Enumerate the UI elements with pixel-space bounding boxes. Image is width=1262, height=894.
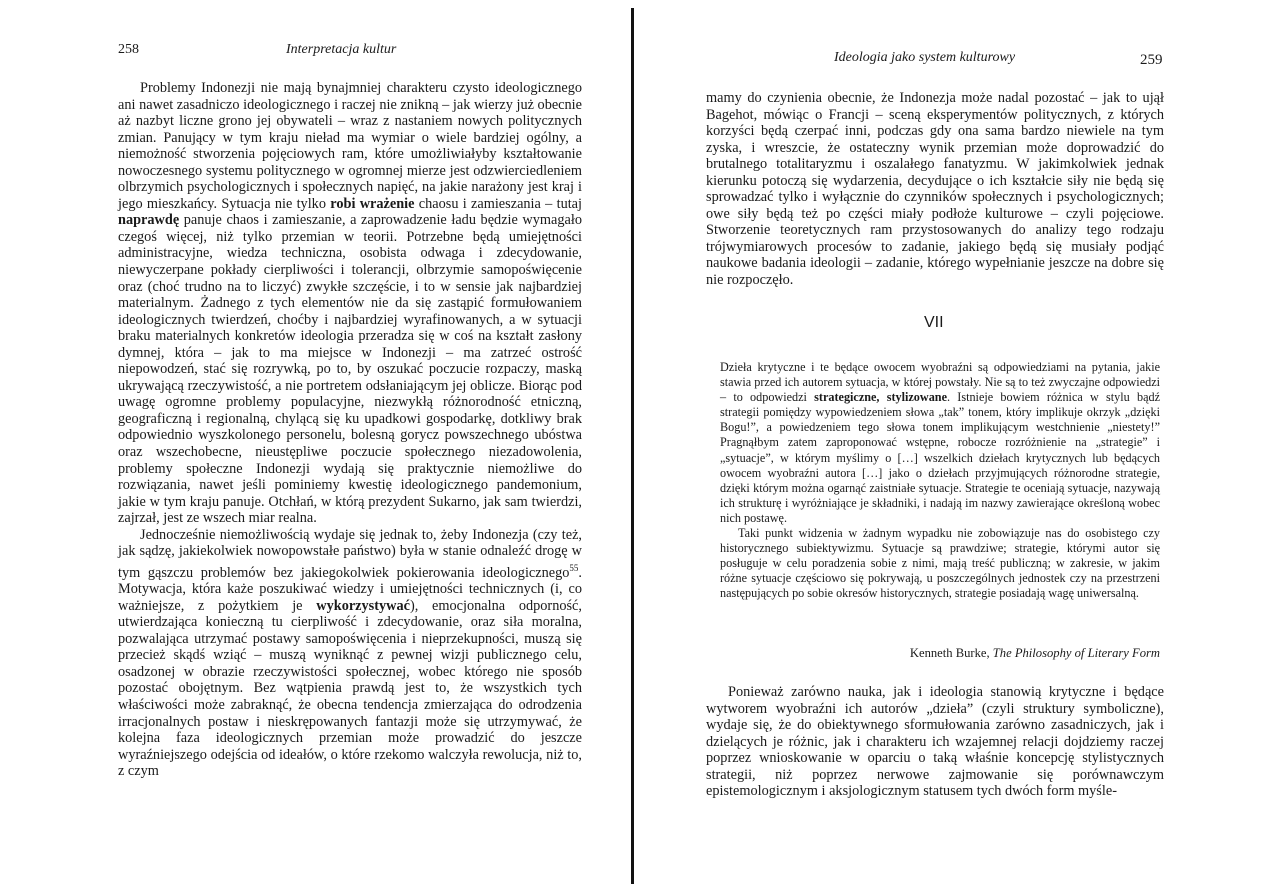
epigraph-attribution: Kenneth Burke, The Philosophy of Literary Form: [909, 646, 1160, 660]
paragraph: mamy do czynienia obecnie, że Indonezja może nadal pozostać – jak to ujął Bagehot, mówiąc o Francji – sceną eksperymentów politycznych, z których korzyści będą czerpać inni, podczas gdy ona sama bardzo niewiele na tym zyska, i wreszcie, że ostateczny wynik przemian może doprowadzić do brutalnego totalitaryzmu i oszalałego fanatyzmu. W jakimkolwiek jednak kierunku potoczą się wydarzenia, decydujące o ich kształcie siły nie będą się sprowadzać tylko i wyłącznie do czynników społecznych i psychologicznych; owe siły będą też po części miały podłoże kulturowe – czyli pojęciowe. Stworzenie teoretycznych ram przystosowanych do analizy tego rodzaju trójwymiarowych procesów to zadanie, jakiego będą się musiały podjąć naukowe badania ideologii – zadanie, którego wypełnianie jeszcze na dobre się nie rozpoczęło.: [706, 90, 1164, 289]
right-top-text: [706, 90, 1164, 289]
page-number: 258: [118, 42, 139, 57]
paragraph: Ponieważ zarówno nauka, jak i ideologia stanowią krytyczne i będące wytworem wyobraźni ich autorów „dzieła” (czyli struktury symboliczne), wydaje się, że do obiektywnego sformułowania zarówno zasadniczych, jak i dzielących je różnic, jak i charakteru ich wzajemnej relacji dojdziemy raczej poprzez wnioskowanie w oparciu o taką właśnie koncepcję stylistycznych strategii, niż poprzez nerwowe zajmowanie się porównawczym epistemologicznym i aksjologicznym statusem tych dwóch form myśle-: [706, 684, 1164, 800]
section-number: VII: [924, 314, 944, 331]
left-page: [0, 0, 630, 894]
paragraph: Jednocześnie niemożliwością wydaje się jednak to, żeby Indonezja (czy też, jak sądzę, jakiekolwiek nowopowstałe państwo) była w stanie odnaleźć drogę w tym gąszczu problemów bez jakiegokolwiek pokierowania ideologicznego$^{55}$. Motywacja, która każe poszukiwać wiedzy i umiejętności technicznych (i, co ważniejsze, z pożytkiem je wykorzystywać), emocjonalna odporność, utwierdzająca konieczną tu cierpliwość i zdecydowanie, oraz siła moralna, pozwalająca utrzymać postawy samopoświęcenia i nieprzekupności, muszą się przecież skądś wziąć – muszą wyniknąć z pewnej wizji publicznego celu, osadzonej w obrazie rzeczywistości społecznej, wobec którego nie sposób pozostać obojętnym. Bez wątpienia prawdą jest to, że wszystkich tych właściwości może zabraknąć, że obecna tendencja zmierzająca do odrodzenia irracjonalnych postaw i nieskrępowanych fantazji może się utrzymywać, że kolejna faza ideologicznych przemian może prowadzić do jeszcze wyraźniejszego odejścia od ideałów, o które rzekomo walczyła rewolucja, niż to, z czym: [118, 526, 582, 780]
epigraph-paragraph: Taki punkt widzenia w żadnym wypadku nie zobowiązuje nas do osobistego czy historycznego subiektywizmu. Sytuacje są prawdziwe; strategie, którymi autor się posługuje w celu poradzenia sobie z nimi, mają treść publiczną; w zakresie, w jakim różne sytuacje częściowo się pokrywają, u poszczególnych jednostek czy na przestrzeni następujących po sobie okresów historycznych, strategie posiadają wagę uniwersalną.: [720, 526, 1160, 601]
epigraph: [720, 360, 1160, 602]
right-page: [634, 0, 1262, 894]
left-body-text: [118, 80, 582, 780]
running-head: Interpretacja kultur: [286, 42, 397, 57]
running-head: Ideologia jako system kulturowy: [834, 50, 1016, 65]
page-number: 259: [1140, 52, 1163, 68]
footnote-ref: 55: [569, 562, 579, 573]
epigraph-paragraph: Dzieła krytyczne i te będące owocem wyobraźni są odpowiedziami na pytania, jakie stawia przed ich autorem sytuacja, w której powstały. Nie są to też zwyczajne odpowiedzi – to odpowiedzi strategiczne, stylizowane. Istnieje bowiem różnica w stylu bądź strategii pomiędzy wypowiedzeniem słowa „tak” tonem, który implikuje okrzyk „dzięki Bogu!”, a powiedzeniem tego słowa tonem implikującym westchnienie „niestety!” Pragnąłbym zatem zaproponować wstępne, robocze rozróżnienie na „strategie” i „sytuacje”, w którym myślimy o […] wszelkich dziełach krytycznych lub będących owocem wyobraźni autora […] jako o dziełach przyjmujących różnorodne strategie, dzięki którym można ogarnąć zaistniałe sytuacje. Strategie te oceniają sytuacje, nazywają ich strukturę i wyróżniające je składniki, i nadają im nazwy zawierające określoną wobec nich postawę.: [720, 360, 1161, 525]
paragraph: Problemy Indonezji nie mają bynajmniej charakteru czysto ideologicznego ani nawet zasadniczo ideologicznego i raczej nie znikną – jak wierzy już obecnie aż nazbyt liczne grono jej obywateli – wraz z nastaniem nowych politycznych zmian. Panujący w tym kraju nieład ma wymiar o wiele bardziej ogólny, a niemożność stworzenia pojęciowych ram, które umożliwiałyby kształtowanie nowoczesnego systemu politycznego w ogromnej mierze jest odzwierciedleniem olbrzymich psychologicznych i społecznych napięć, na jakie narażony jest kraj i jego mieszkańcy. Sytuacja nie tylko robi wrażenie chaosu i zamieszania – tutaj naprawdę panuje chaos i zamieszanie, a zaprowadzenie ładu będzie wymagało czegoś więcej, niż tylko przemian w teorii. Potrzebne będą umiejętności administracyjne, wiedza techniczna, osobista odwaga i zdecydowanie, niewyczerpane pokłady cierpliwości i tolerancji, olbrzymie samopoświęcenie oraz (choć trudno na to liczyć) zwykłe szczęście, i to w sensie jak najbardziej materialnym. Żadnego z tych elementów nie da się zastąpić formułowaniem ideologicznych twierdzeń, choćby i najbardziej wyrafinowanych, a w sytuacji braku materialnych konkretów ideologia przeradza się w coś na kształt zasłony dymnej, która – jak to ma miejsce w Indonezji – ma zatrzeć ostrość niepowodzeń, stać się rozrywką, po to, by oszukać poczucie rozpaczy, maską ukrywającą rzeczywistość, a nie portretem odsłaniającym jej oblicze. Biorąc pod uwagę ogromne problemy populacyjne, niezwykłą różnorodność etniczną, geograficzną i regionalną, chylącą się ku upadkowi gospodarkę, dotkliwy brak odpowiednio wyszkolonego personelu, bolesną gorycz powszechnego ubóstwa oraz wszechobecne, nieustępliwe poczucie społecznego niezadowolenia, problemy społeczne Indonezji wydają się praktycznie niemożliwe do rozwiązania, nawet jeśli pominiemy kwestię ideologicznego pandemonium, jakie w tym kraju panuje. Otchłań, w którą prezydent Sukarno, jak sam twierdzi, zajrzał, jest ze wszech miar realna.: [118, 80, 583, 527]
right-bottom-text: [706, 684, 1164, 800]
